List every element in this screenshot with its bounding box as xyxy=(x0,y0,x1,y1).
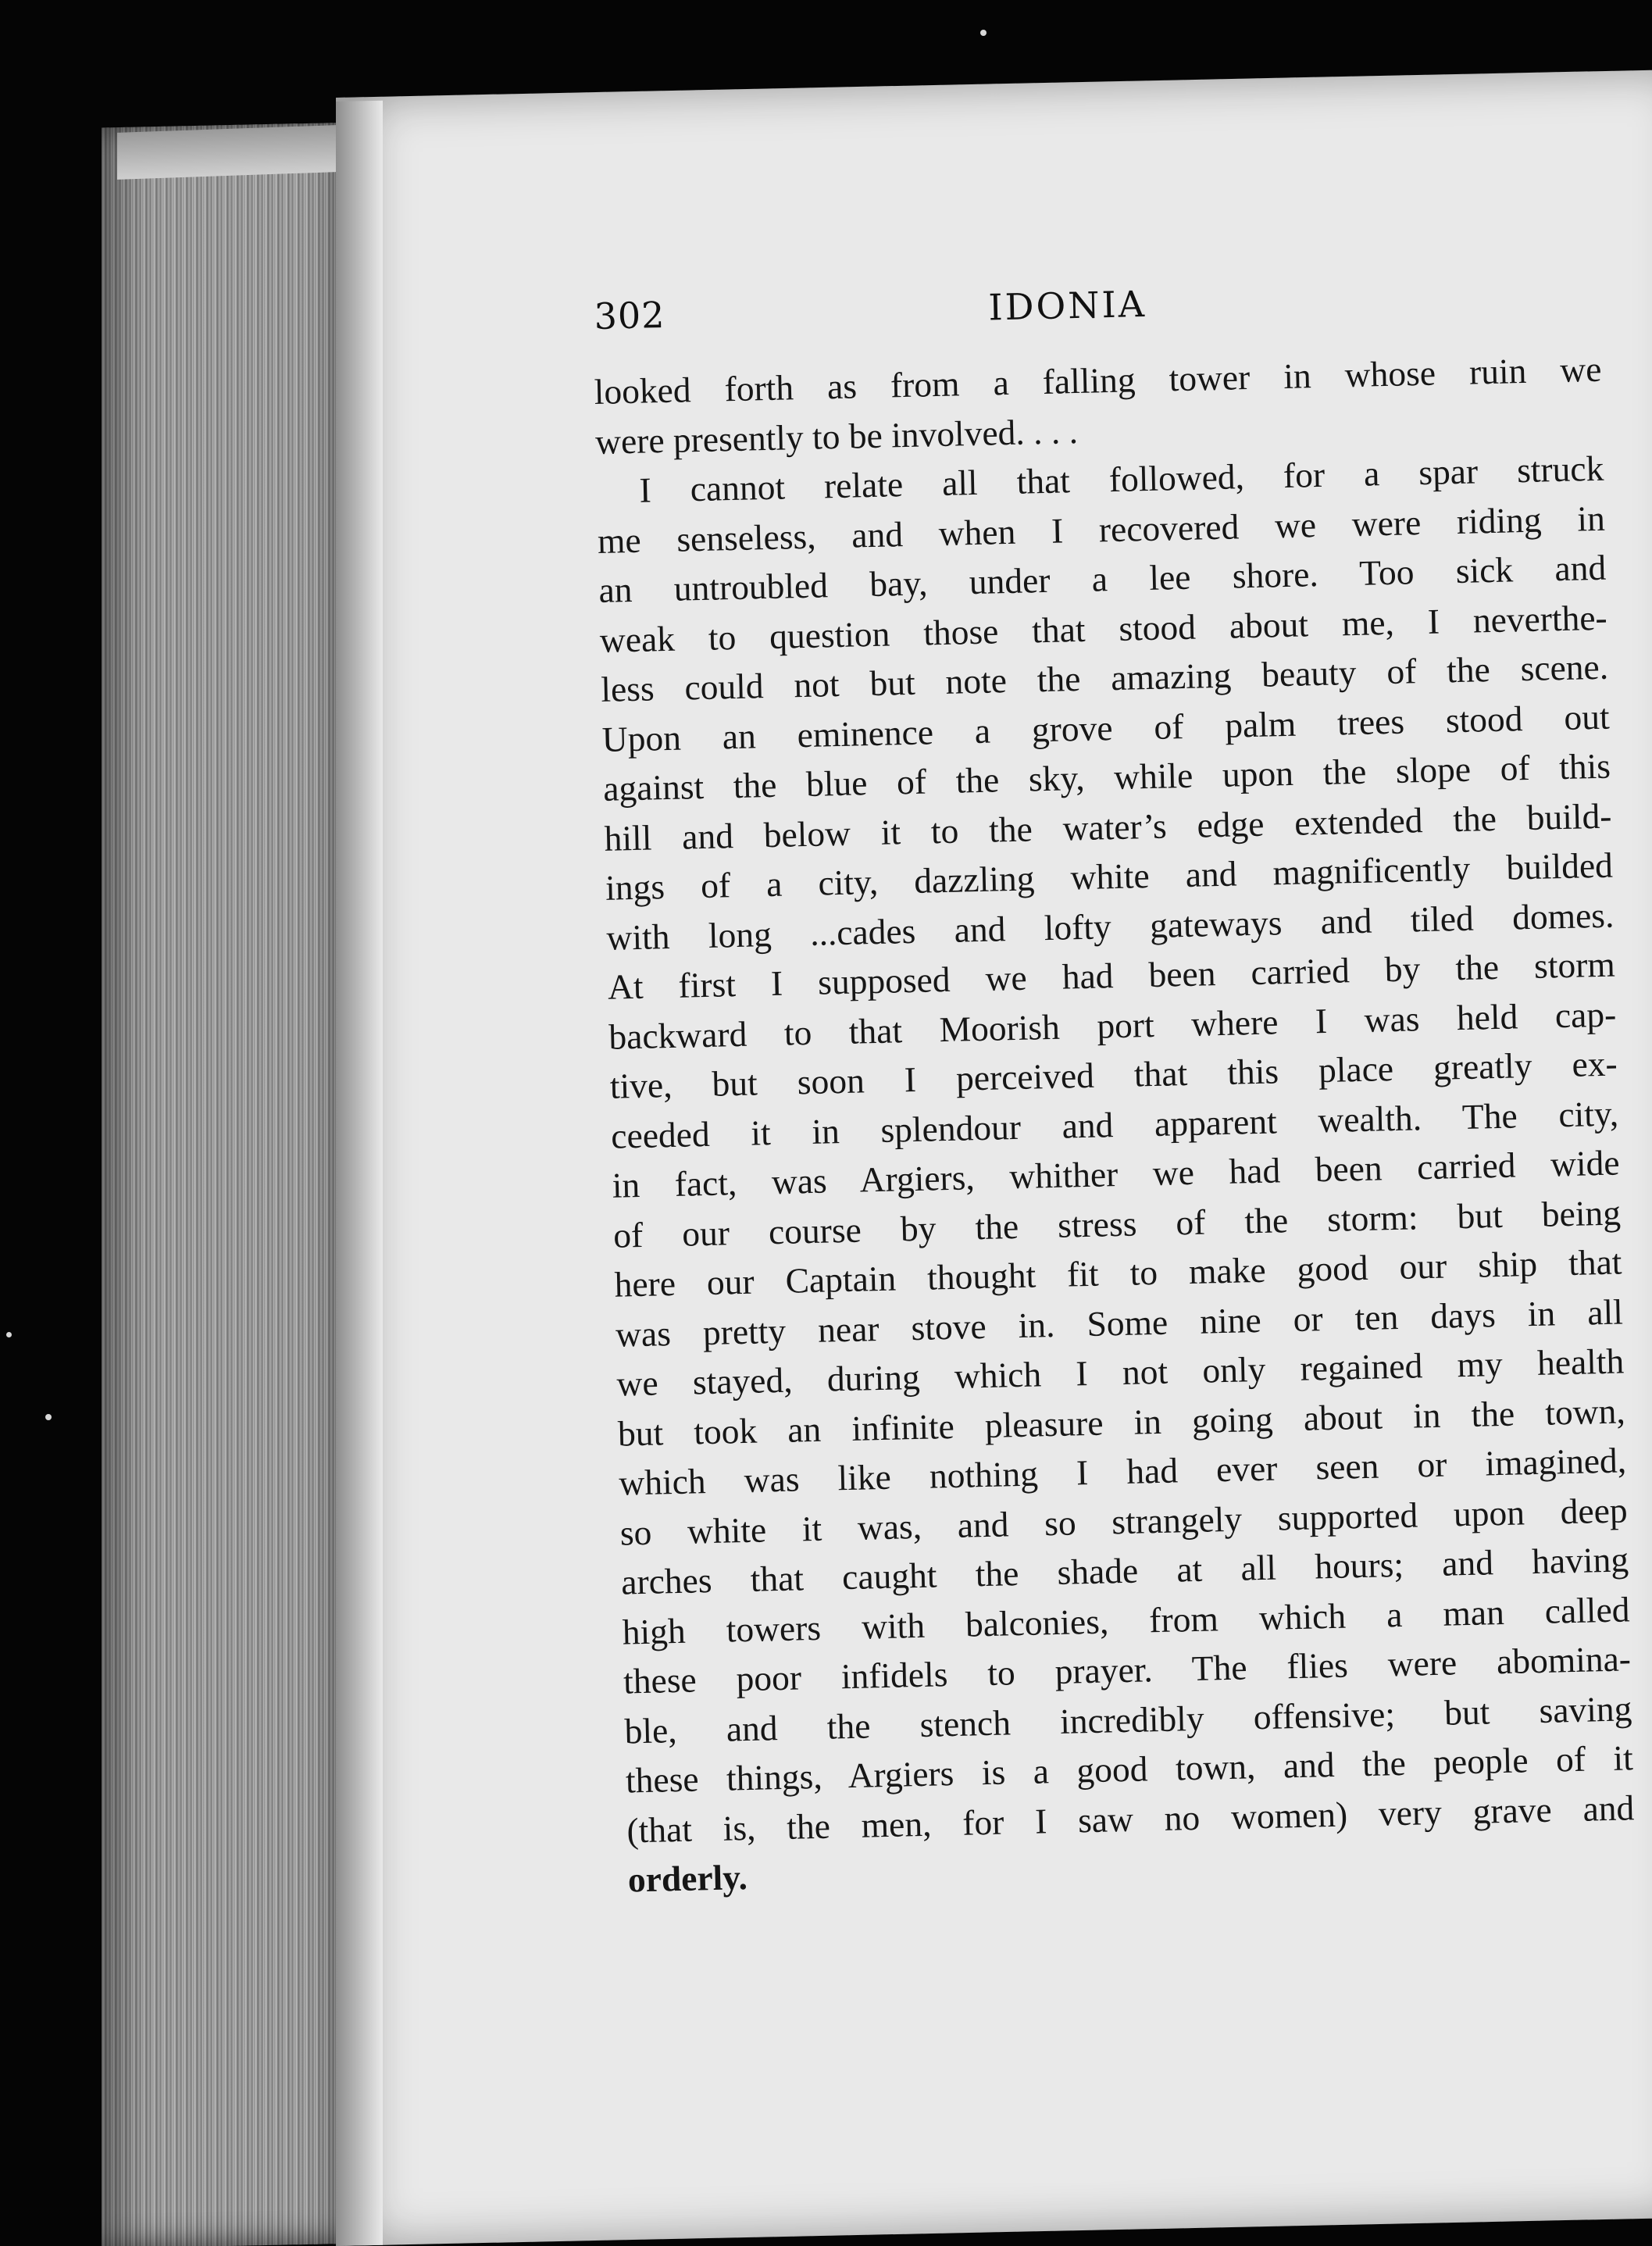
dust-speck xyxy=(45,1414,52,1420)
text-line: was pretty near stove in. Some nine or ten days in all xyxy=(615,1291,1624,1355)
text-line: which was like nothing I had ever seen or imagined, xyxy=(618,1440,1627,1503)
text-line: backward to that Moorish port where I was held cap- xyxy=(608,994,1617,1057)
text-line: orderly. xyxy=(627,1857,748,1900)
text-line: ings of a city, dazzling white and magnificently builded xyxy=(605,844,1614,908)
text-line: arches that caught the shade at all hours; and having xyxy=(620,1539,1629,1602)
page-number: 302 xyxy=(594,293,666,337)
page-gutter-shadow xyxy=(336,101,383,2246)
text-line: less could not but note the amazing beauty of the scene. xyxy=(600,646,1609,709)
text-line: looked forth as from a falling tower in whose ruin we xyxy=(594,348,1602,412)
text-line: these things, Argiers is a good town, and the people of it xyxy=(625,1737,1634,1801)
text-line: me senseless, and when I recovered we were riding in xyxy=(597,498,1606,561)
text-line: against the blue of the sky, while upon the slope of this xyxy=(602,745,1611,809)
text-line: these poor infidels to prayer. The flies were abomina- xyxy=(623,1638,1632,1701)
text-line: of our course by the stress of the storm: but being xyxy=(612,1191,1622,1255)
text-line: (that is, the men, for I saw no women) very grave and xyxy=(626,1787,1635,1851)
text-line: hill and below it to the water’s edge extended the build- xyxy=(604,795,1612,859)
text-line: weak to question those that stood about me, I neverthe- xyxy=(599,597,1608,660)
text-line: here our Captain thought fit to make good our ship that xyxy=(614,1241,1622,1305)
text-line: but took an infinite pleasure in going about in the town, xyxy=(617,1390,1626,1454)
text-line: high towers with balconies, from which a man called xyxy=(622,1588,1630,1652)
text-line: tive, but soon I perceived that this place greatly ex- xyxy=(609,1043,1618,1106)
text-line: ceeded it in splendour and apparent wealth. The city, xyxy=(610,1092,1619,1156)
text-line: in fact, was Argiers, whither we had been carried wide xyxy=(612,1142,1621,1205)
book-title: IDONIA xyxy=(987,282,1147,329)
text-line: ble, and the stench incredibly offensive; but saving xyxy=(624,1687,1632,1751)
text-line: so white it was, and so strangely supported upon deep xyxy=(619,1489,1629,1553)
body-text xyxy=(594,345,1636,1905)
text-line: I cannot relate all that followed, for a spar struck xyxy=(639,448,1604,510)
text-line: with long ...cades and lofty gateways and tiled domes. xyxy=(605,894,1615,958)
book-page-edges xyxy=(102,123,359,2246)
dust-speck xyxy=(6,1332,12,1337)
text-line: were presently to be involved. . . . xyxy=(594,410,1079,462)
text-line: Upon an eminence a grove of palm trees stood out xyxy=(601,696,1611,759)
text-line: we stayed, during which I not only regained my health xyxy=(615,1341,1625,1404)
text-line: At first I supposed we had been carried by the storm xyxy=(607,944,1616,1007)
book-page-edges-top xyxy=(117,125,336,180)
dust-speck xyxy=(980,30,987,36)
text-line: an untroubled bay, under a lee shore. Too sick and xyxy=(598,547,1607,610)
